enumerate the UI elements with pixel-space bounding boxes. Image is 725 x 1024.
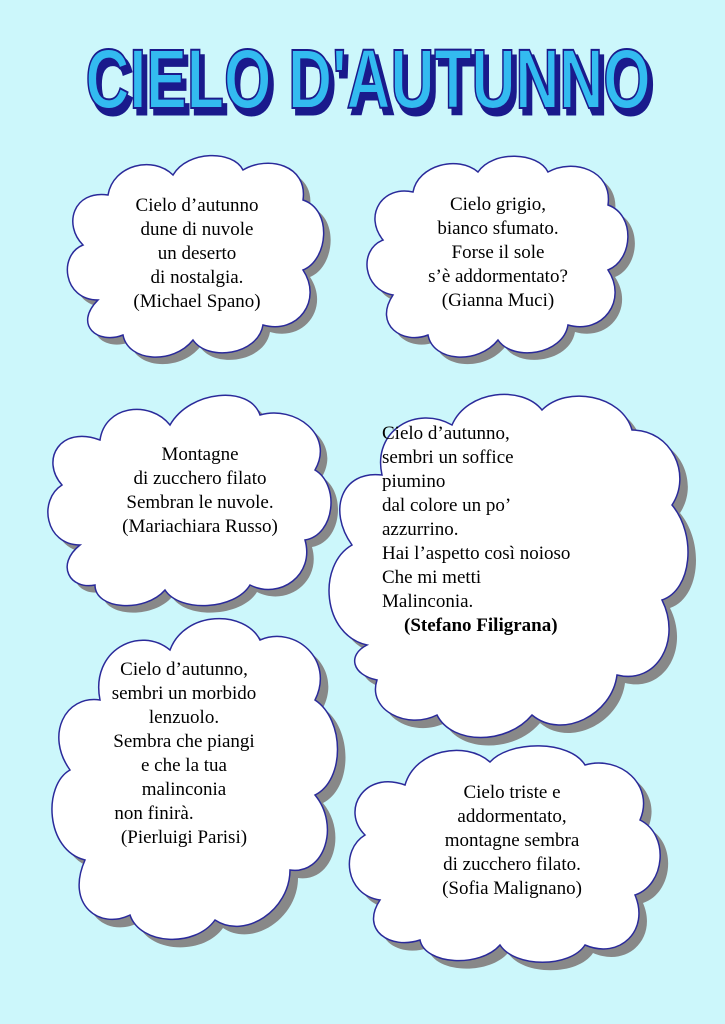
poem-author: (Stefano Filigrana)	[404, 615, 558, 636]
poem-line: Hai l’aspetto così noioso	[382, 543, 571, 564]
title-wordart	[80, 28, 660, 128]
poem-line: dal colore un po’	[382, 495, 512, 516]
poem-line: montagne sembra	[444, 830, 580, 851]
poem-cloud-2	[358, 150, 638, 370]
poem-line: Cielo triste e	[463, 782, 561, 803]
poem-line: Cielo d’autunno,	[382, 423, 510, 444]
poem-line: Sembran le nuvole.	[126, 492, 274, 513]
title-shadow-text: CIELO D'AUTUNNO	[89, 38, 655, 128]
page-title	[80, 28, 660, 128]
poem-text	[58, 150, 336, 370]
poem-line: Che mi metti	[382, 567, 482, 588]
poem-line: Cielo d’autunno	[135, 195, 259, 216]
poem-cloud-4	[322, 385, 697, 745]
poem-line: Malinconia.	[382, 591, 474, 612]
poem-cloud-5	[45, 610, 345, 950]
poem-line: dune di nuvole	[140, 219, 254, 240]
poem-line: di nostalgia.	[150, 267, 244, 288]
poem-line: di zucchero filato	[133, 468, 267, 489]
title-main-text: CIELO D'AUTUNNO	[85, 32, 651, 126]
poem-author: (Pierluigi Parisi)	[120, 827, 248, 848]
poem-line: sembri un morbido	[111, 683, 257, 704]
poem-author: (Michael Spano)	[133, 291, 261, 312]
poem-text	[322, 385, 697, 745]
poem-line: Cielo d’autunno,	[120, 659, 248, 680]
poem-line: non finirà.	[114, 803, 194, 824]
poem-line: addormentato,	[457, 806, 567, 827]
poem-text	[340, 740, 670, 970]
poem-line: e che la tua	[141, 755, 227, 776]
poem-line: di zucchero filato.	[443, 854, 581, 875]
poem-line: bianco sfumato.	[437, 218, 559, 239]
poem-line: Cielo grigio,	[449, 194, 547, 215]
poem-text	[45, 610, 345, 950]
poem-cloud-3	[40, 385, 340, 615]
poem-author: (Mariachiara Russo)	[122, 516, 278, 537]
poem-line: azzurrino.	[382, 519, 459, 540]
poem-cloud-1	[58, 150, 336, 370]
poem-line: sembri un soffice	[382, 447, 514, 468]
poem-line: Forse il sole	[451, 242, 545, 263]
poem-line: s’è addormentato?	[428, 266, 568, 287]
poem-text	[358, 150, 638, 370]
poem-line: Montagne	[161, 444, 239, 465]
poem-text	[40, 385, 340, 615]
poem-line: Sembra che piangi	[113, 731, 255, 752]
poem-author: (Gianna Muci)	[441, 290, 555, 311]
poem-line: malinconia	[141, 779, 227, 800]
poem-line: lenzuolo.	[148, 707, 220, 728]
poem-line: piumino	[382, 471, 446, 492]
poem-line: un deserto	[157, 243, 237, 264]
poem-author: (Sofia Malignano)	[442, 878, 582, 899]
poem-cloud-6	[340, 740, 670, 970]
